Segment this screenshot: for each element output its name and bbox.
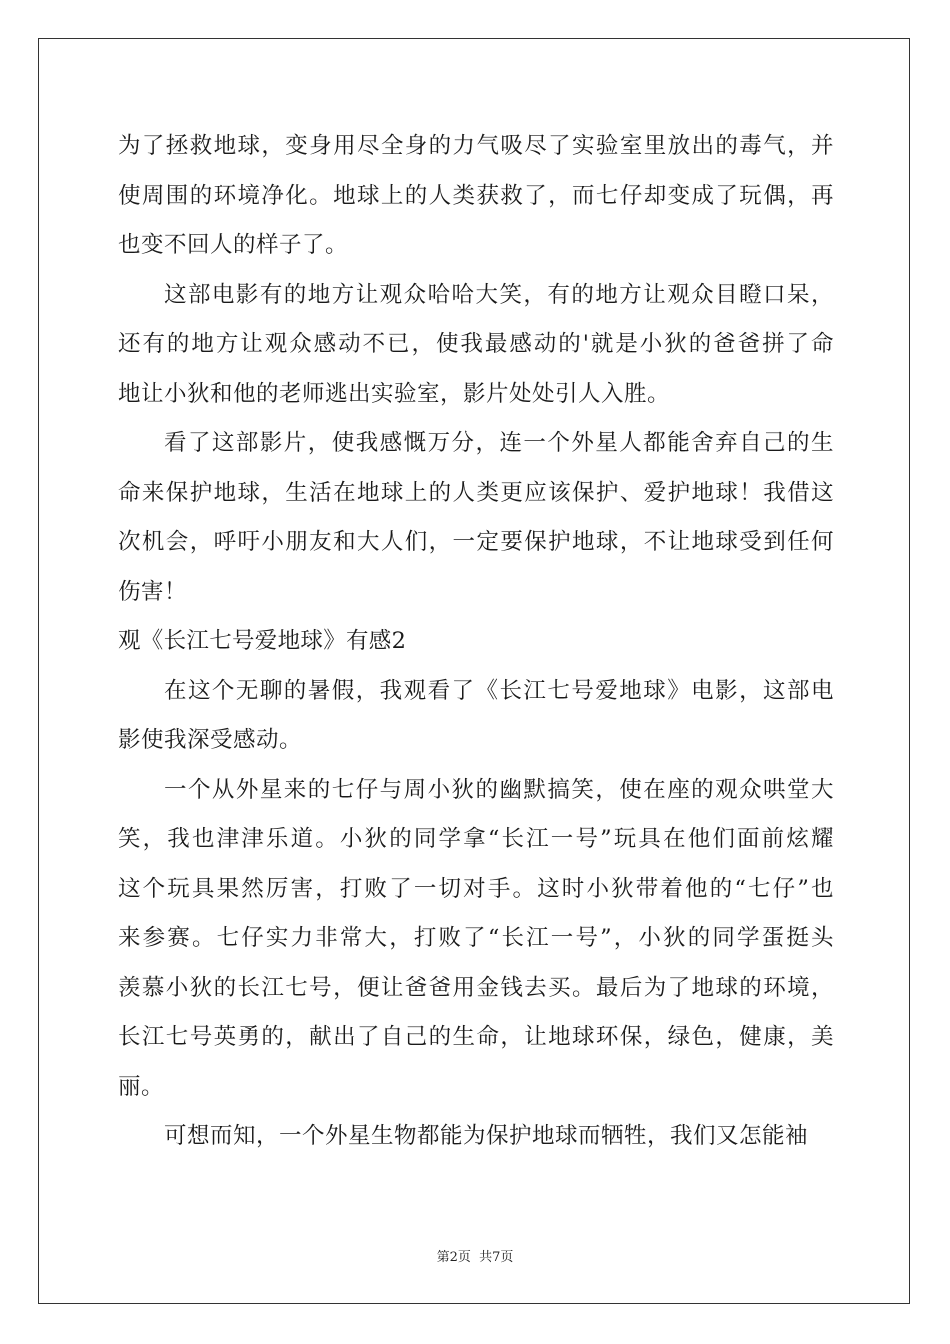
text-line: 也变不回人的样子了。 [118,232,349,258]
paragraph [118,122,834,271]
page-number: 第2页 [436,1250,471,1265]
text-line: 长江七号英勇的，献出了自己的生命，让地球环保，绿色，健康，美 [118,1024,834,1050]
paragraph [118,766,834,1113]
text-line: 为了拯救地球，变身用尽全身的力气吸尽了实验室里放出的毒气，并 [118,133,834,159]
paragraph [118,271,834,420]
text-line: 还有的地方让观众感动不已，使我最感动的'就是小狄的爸爸拼了命 [118,331,834,357]
text-line: 次机会，呼吁小朋友和大人们，一定要保护地球，不让地球受到任何 [118,529,834,555]
text-line: 伤害！ [118,578,188,605]
text-line: 一个从外星来的七仔与周小狄的幽默搞笑，使在座的观众哄堂大 [164,776,834,803]
text-line: 可想而知，一个外星生物都能为保护地球而牺牲，我们又怎能袖 [164,1123,809,1149]
section-heading [118,617,834,667]
text-line: 使周围的环境净化。地球上的人类获救了，而七仔却变成了玩偶，再 [118,182,834,209]
text-line: 影使我深受感动。 [118,727,303,753]
text-line: 丽。 [118,1073,165,1100]
page-footer [0,1246,950,1265]
document-body [118,122,834,1162]
text-line: 看了这部影片，使我感慨万分，连一个外星人都能舍弃自己的生 [164,430,834,456]
paragraph [118,1112,834,1162]
paragraph [118,419,834,617]
text-line: 观《长江七号爱地球》有感2 [118,628,407,654]
text-line: 地让小狄和他的老师逃出实验室，影片处处引人入胜。 [118,380,671,407]
text-line: 命来保护地球，生活在地球上的人类更应该保护、爱护地球！我借这 [118,479,834,506]
page-total: 共7页 [479,1250,514,1265]
text-line: 笑，我也津津乐道。小狄的同学拿“长江一号”玩具在他们面前炫耀 [118,826,834,852]
text-line: 来参赛。七仔实力非常大，打败了“长江一号”，小狄的同学蛋挺头 [118,925,834,951]
text-line: 这部电影有的地方让观众哈哈大笑，有的地方让观众目瞪口呆， [164,281,834,308]
text-line: 在这个无聊的暑假，我观看了《长江七号爱地球》电影，这部电 [164,677,834,704]
text-line: 羡慕小狄的长江七号，便让爸爸用金钱去买。最后为了地球的环境， [118,974,834,1001]
paragraph [118,667,834,766]
text-line: 这个玩具果然厉害，打败了一切对手。这时小狄带着他的“七仔”也 [118,875,834,902]
